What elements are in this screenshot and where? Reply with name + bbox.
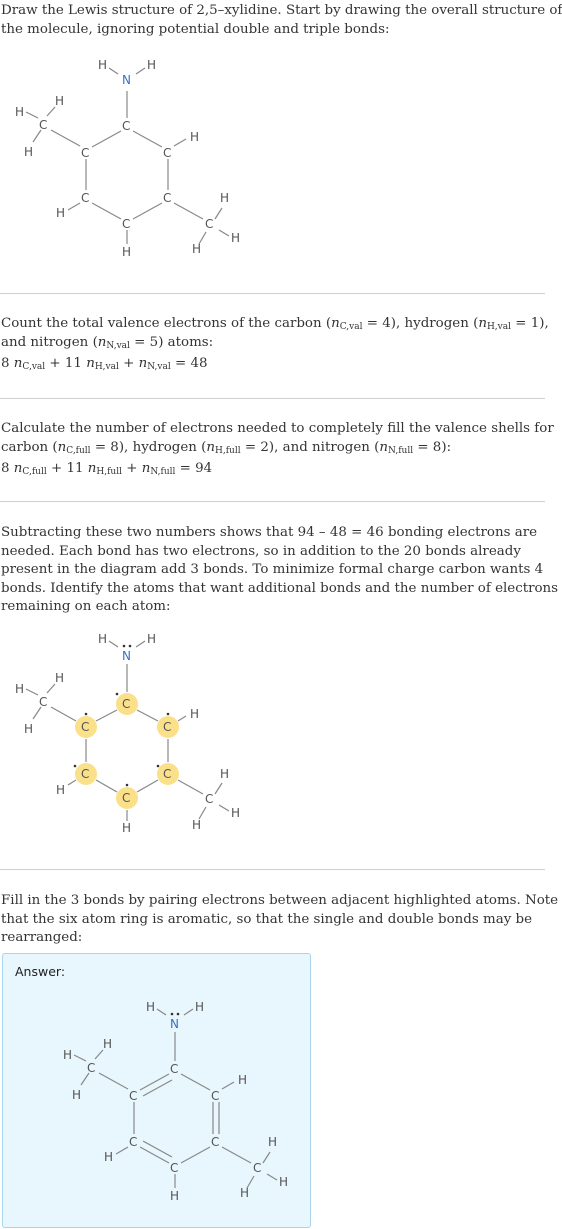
divider — [0, 293, 545, 294]
step5-text — [1, 892, 559, 948]
atom-labels — [15, 58, 240, 259]
h-atom: H — [190, 707, 200, 721]
h-atom: H — [238, 1073, 248, 1087]
c-atom: C — [205, 792, 214, 806]
h-atom: H — [56, 783, 66, 797]
step4-line2: needed. Each bond has two electrons, so in addition to the 20 bonds already — [1, 543, 521, 559]
h-atom: H — [146, 1000, 156, 1014]
step3-text — [1, 420, 554, 479]
h-atom: H — [55, 94, 65, 108]
h-atom: H — [147, 58, 157, 72]
step1-text — [1, 2, 562, 39]
step4-line3: present in the diagram add 3 bonds. To minimize formal charge carbon wants 4 — [1, 562, 544, 577]
step2-line1: Count the total valence electrons of the carbon $(n_{C,val} = 4)$, hydrogen $(n_{H,val} = 1)$, — [1, 316, 549, 332]
step1-line2: the molecule, ignoring potential double and triple bonds: — [1, 21, 390, 37]
step3-line2: carbon $(n_{C,full} = 8)$, hydrogen $(n_{H,full} = 2)$, and nitrogen $(n_{N,full} = 8)$: — [1, 439, 452, 456]
n-atom: N — [170, 1017, 179, 1031]
answer-label: Answer: — [15, 964, 66, 979]
c-atom: C — [81, 146, 90, 160]
c-atom: C — [163, 767, 172, 781]
h-atom: H — [192, 818, 202, 832]
c-atom: C — [122, 791, 131, 805]
h-atom: H — [220, 191, 230, 205]
n-atom: N — [122, 649, 131, 663]
final-lewis-structure — [48, 994, 308, 1219]
divider — [0, 501, 545, 502]
h-atom: H — [98, 632, 108, 646]
divider — [0, 869, 545, 870]
h-atom: H — [103, 1037, 113, 1051]
c-atom: C — [81, 720, 90, 734]
c-atom: C — [87, 1061, 96, 1075]
step4-text — [1, 524, 559, 617]
skeleton-structure-diagram — [0, 50, 260, 270]
h-atom: H — [170, 1189, 180, 1203]
h-atom: H — [190, 130, 200, 144]
step5-line3: rearranged: — [1, 930, 83, 945]
c-atom: C — [211, 1135, 220, 1149]
c-atom: C — [170, 1062, 179, 1076]
c-atom: C — [129, 1089, 138, 1103]
c-atom: C — [122, 119, 131, 133]
h-atom: H — [231, 231, 241, 245]
h-atom: H — [55, 671, 65, 685]
atom-labels — [15, 632, 240, 835]
h-atom: H — [24, 145, 34, 159]
h-atom: H — [72, 1088, 82, 1102]
c-atom: C — [122, 697, 131, 711]
h-atom: H — [98, 58, 108, 72]
c-atom: C — [163, 720, 172, 734]
step2-line2: and nitrogen $(n_{N,val} = 5)$ atoms: — [1, 334, 214, 351]
step3-line1: Calculate the number of electrons needed to completely fill the valence shells for — [1, 421, 554, 436]
valence-electron-formula: 8 $n_{C,val} + 11$ $n_{H,val} + n_{N,val} = 48$ — [1, 356, 208, 372]
c-atom: C — [129, 1135, 138, 1149]
h-atom: H — [147, 632, 157, 646]
h-atom: H — [104, 1150, 114, 1164]
c-atom: C — [211, 1089, 220, 1103]
h-atom: H — [122, 821, 132, 835]
c-atom: C — [163, 146, 172, 160]
h-atom: H — [279, 1175, 289, 1189]
step2-text — [1, 315, 549, 374]
h-atom: H — [240, 1186, 250, 1200]
c-atom: C — [81, 191, 90, 205]
c-atom: C — [39, 118, 48, 132]
answer-box — [2, 953, 311, 1228]
step5-line2: that the six atom ring is aromatic, so that the single and double bonds may be — [1, 911, 533, 927]
atom-labels — [63, 1000, 288, 1203]
c-atom: C — [170, 1161, 179, 1175]
h-atom: H — [56, 206, 66, 220]
h-atom: H — [122, 245, 132, 259]
highlighted-atoms-diagram — [0, 628, 260, 838]
divider — [0, 398, 545, 399]
c-atom: C — [39, 695, 48, 709]
h-atom: H — [15, 105, 25, 119]
h-atom: H — [15, 682, 25, 696]
step5-line1: Fill in the 3 bonds by pairing electrons between adjacent highlighted atoms. Note — [1, 893, 559, 908]
full-shell-formula: 8 $n_{C,full} + 11$ $n_{H,full} + n_{N,full} = 94$ — [1, 461, 213, 477]
c-atom: C — [122, 217, 131, 231]
step4-line1: Subtracting these two numbers shows that 94 – 48 = 46 bonding electrons are — [1, 525, 538, 540]
c-atom: C — [81, 767, 90, 781]
step4-line4: bonds. Identify the atoms that want additional bonds and the number of electrons — [1, 580, 559, 596]
n-atom: N — [122, 73, 131, 87]
h-atom: H — [192, 242, 202, 256]
h-atom: H — [231, 806, 241, 820]
lone-pair-dots — [171, 1013, 180, 1016]
c-atom: C — [205, 217, 214, 231]
c-atom: C — [253, 1161, 262, 1175]
h-atom: H — [63, 1048, 73, 1062]
h-atom: H — [268, 1135, 278, 1149]
h-atom: H — [220, 767, 230, 781]
c-atom: C — [163, 191, 172, 205]
h-atom: H — [195, 1000, 205, 1014]
step1-line1: Draw the Lewis structure of 2,5–xylidine. Start by drawing the overall structure of — [1, 3, 562, 18]
step4-line5: remaining on each atom: — [1, 599, 171, 614]
h-atom: H — [24, 722, 34, 736]
